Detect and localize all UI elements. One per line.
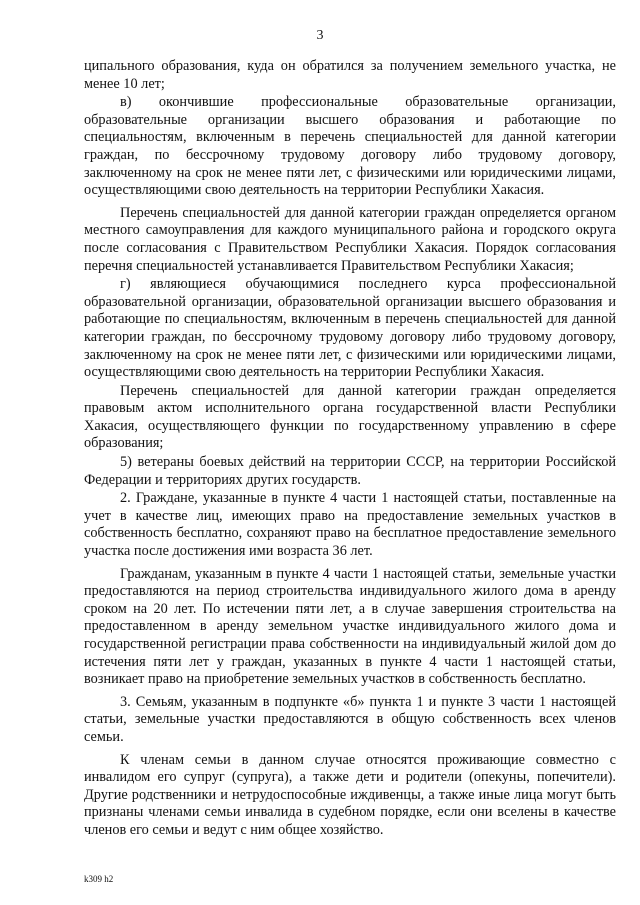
paragraph-specialties-list-municipal: Перечень специальностей для данной категории граждан определяется органом местного самоуправления для каждого муниципального района и городского округа после согласования с Правительством Республики Хакасия. Порядок согласования перечня специальностей устанавливается Правительством Республики Хакасия; xyxy=(84,204,616,274)
document-body xyxy=(84,58,616,841)
paragraph-part-3: 3. Семьям, указанным в подпункте «б» пункта 1 и пункте 3 части 1 настоящей статьи, земельные участки предоставляются в общую собственность всех членов семьи. xyxy=(84,693,616,745)
paragraph-specialties-list-education: Перечень специальностей для данной категории граждан определяется правовым актом исполнительного органа государственной власти Республики Хакасия, осуществляющего функции по государственному управлению в сфере образования; xyxy=(84,382,616,452)
paragraph-continuation: ципального образования, куда он обратился за получением земельного участка, не менее 10 лет; xyxy=(84,58,616,92)
footer-document-code: k309 h2 xyxy=(84,874,114,884)
page-number: 3 xyxy=(316,28,324,43)
paragraph-family-members: К членам семьи в данном случае относятся проживающие совместно с инвалидом его супруг (супруга), а также дети и родители (опекуны, попечители). Другие родственники и нетрудоспособные иждивенцы, а также иные лица могут быть признаны членами семьи инвалида в судебном порядке, если они вселены в качестве членов его семьи и ведут с ним общее хозяйство. xyxy=(84,751,616,838)
paragraph-part-2: 2. Граждане, указанные в пункте 4 части 1 настоящей статьи, поставленные на учет в качестве лиц, имеющих право на предоставление земельных участков в собственность бесплатно, сохраняют право на бесплатное предоставление земельного участка после достижения ими возраста 36 лет. xyxy=(84,490,616,560)
paragraph-lease-terms: Гражданам, указанным в пункте 4 части 1 настоящей статьи, земельные участки предоставляются на период строительства индивидуального жилого дома в аренду сроком на 20 лет. По истечении пяти лет, а в случае завершения строительства на предоставленном в аренду земельном участке индивидуального жилого дома и государственной регистрации права собственности на индивидуальный жилой дом до истечения пяти лет у граждан, указанных в пункте 4 части 1 настоящей статьи, возникает право на приобретение земельных участков в собственность бесплатно. xyxy=(84,565,616,688)
paragraph-item-v: в) окончившие профессиональные образовательные организации, образовательные организации высшего образования и работающие по специальностям, включенным в перечень специальностей для данной категории граждан, по бессрочному трудовому договору либо трудовому договору, заключенному на срок не менее пяти лет, с физическими или юридическими лицами, осуществляющими свою деятельность на территории Республики Хакасия. xyxy=(84,94,616,199)
paragraph-item-5-veterans: 5) ветераны боевых действий на территории СССР, на территории Российской Федерации и территориях других государств. xyxy=(84,454,616,488)
paragraph-item-g: г) являющиеся обучающимися последнего курса профессиональной образовательной организации, образовательной организации высшего образования и работающие по специальностям, включенным в перечень специальностей для данной категории граждан, по бессрочному трудовому договору либо трудовому договору, заключенному на срок не менее пяти лет, с физическими или юридическими лицами, осуществляющими свою деятельность на территории Республики Хакасия. xyxy=(84,276,616,381)
